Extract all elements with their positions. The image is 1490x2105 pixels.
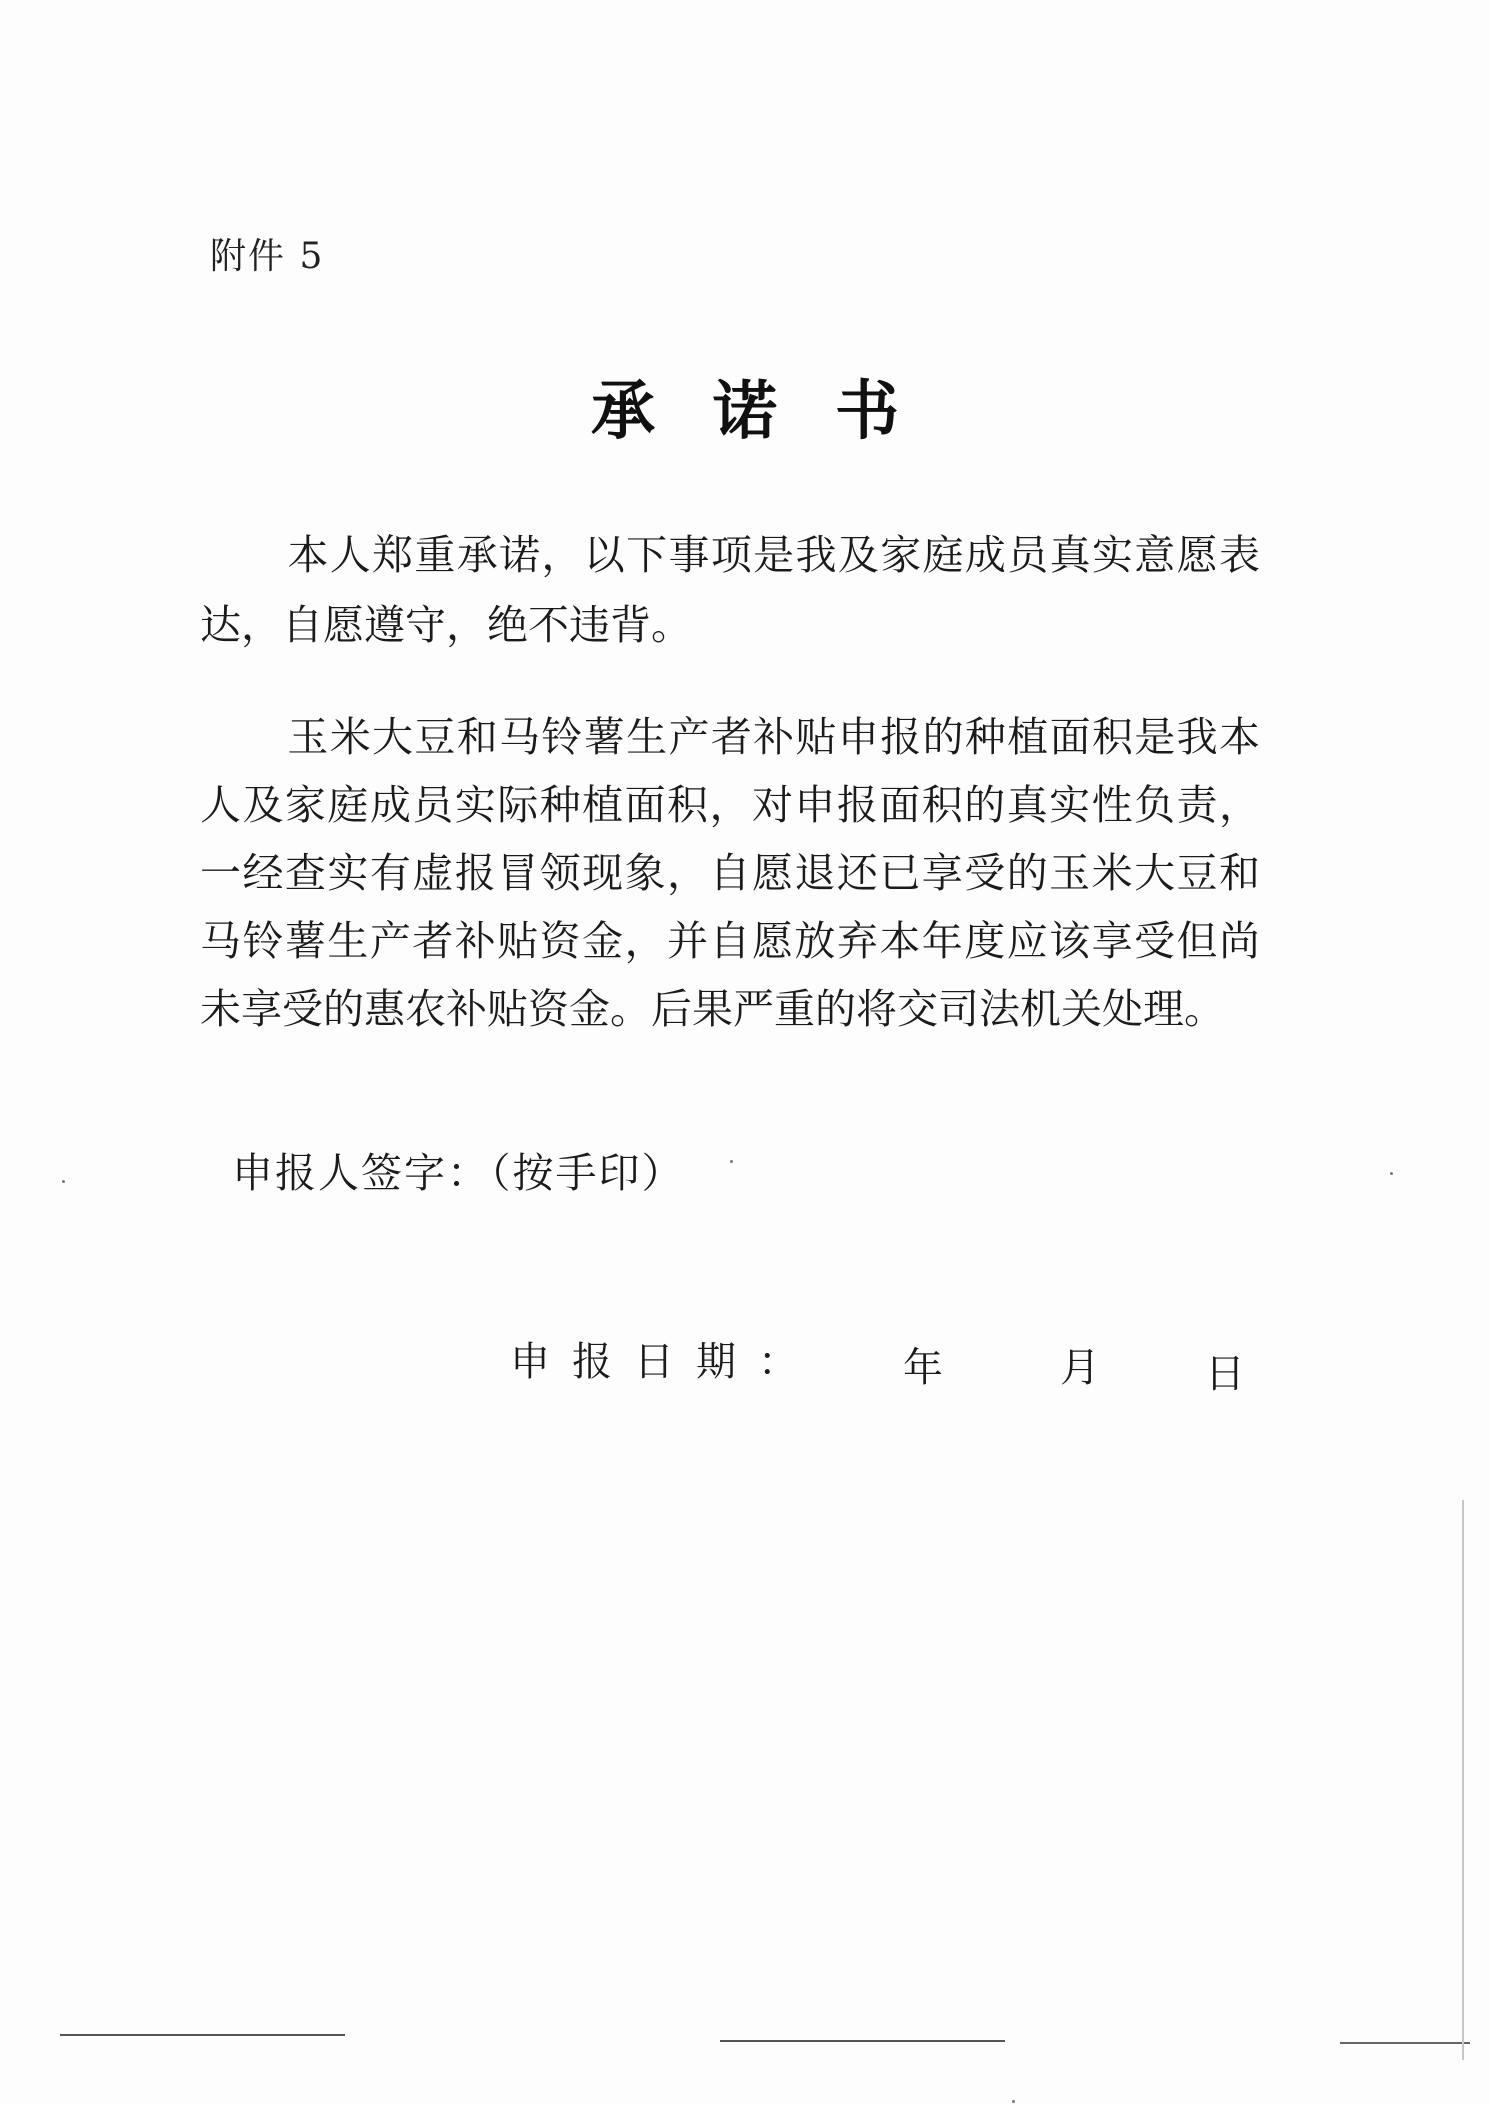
scan-speck [1390, 1172, 1393, 1175]
commitment-paragraph-1 [200, 520, 1260, 660]
date-row [510, 1330, 1245, 1397]
date-year-label: 年 [903, 1345, 943, 1391]
paragraph-2-text: 玉米大豆和马铃薯生产者补贴申报的种植面积是我本人及家庭成员实际种植面积，对申报面积的真实性负责，一经查实有虚报冒领现象，自愿退还已享受的玉米大豆和马铃薯生产者补贴资金，并自愿放弃本年度应该享受但尚未享受的惠农补贴资金。后果严重的将交司法机关处理。 [200, 713, 1260, 1033]
date-month-label: 月 [1060, 1345, 1100, 1391]
date-day-label: 日 [1205, 1351, 1245, 1397]
scan-edge-line [1462, 1500, 1464, 2060]
attachment-label: 附件 5 [210, 236, 325, 277]
date-label: 申报日期： [510, 1339, 820, 1385]
bottom-rule-middle [720, 2040, 1005, 2042]
bottom-rule-right [1340, 2042, 1470, 2044]
paragraph-1-text: 本人郑重承诺，以下事项是我及家庭成员真实意愿表达，自愿遵守，绝不违背。 [200, 531, 1260, 649]
document-title: 承诺书 [591, 374, 957, 449]
signature-line: 申报人签字：（按手印） [232, 1149, 685, 1197]
commitment-paragraph-2 [200, 703, 1260, 1043]
bottom-rule-left [60, 2034, 345, 2036]
scan-speck [730, 1160, 733, 1163]
scan-speck [62, 1180, 65, 1183]
scan-speck [1012, 2100, 1015, 2103]
